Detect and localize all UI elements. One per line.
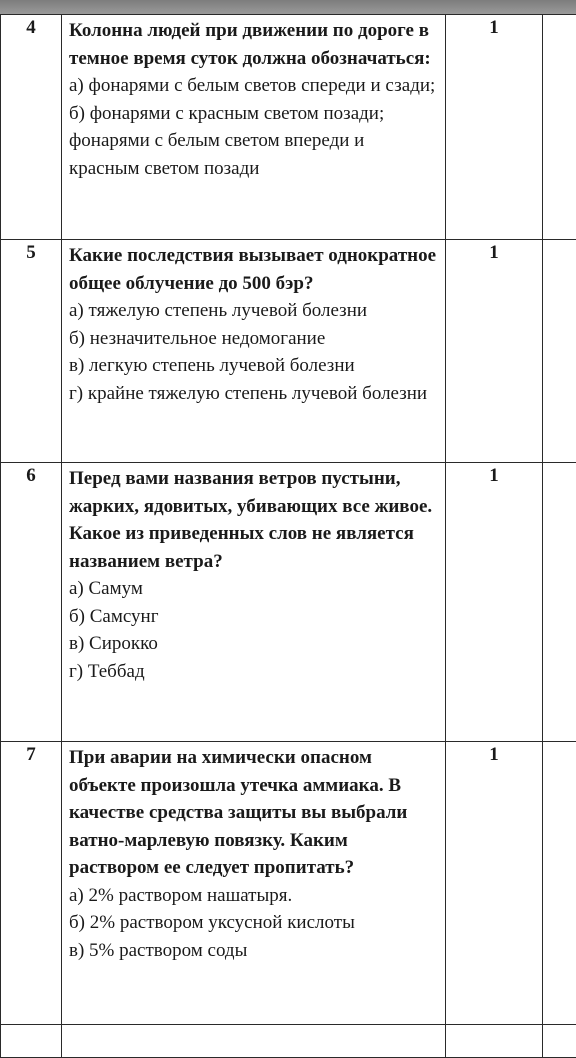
answer-option: г) Теббад	[69, 658, 439, 686]
question-text: Колонна людей при движении по дороге в темное время суток должна обозначаться:	[69, 17, 439, 72]
answer-option: в) легкую степень лучевой болезни	[69, 352, 439, 380]
empty-cell	[543, 463, 576, 742]
question-number: 4	[1, 15, 62, 240]
questions-table	[0, 14, 576, 1058]
question-score: 1	[446, 742, 543, 1025]
empty-cell	[446, 1025, 543, 1058]
question-row-4	[1, 15, 576, 240]
question-row-5	[1, 240, 576, 463]
answer-option: в) Сирокко	[69, 630, 439, 658]
question-cell	[62, 742, 446, 1025]
answer-option: а) фонарями с белым светов спереди и сзади;	[69, 72, 439, 100]
question-row-7	[1, 742, 576, 1025]
question-row-6	[1, 463, 576, 742]
question-score: 1	[446, 463, 543, 742]
answer-option: б) Самсунг	[69, 603, 439, 631]
document-sheet	[0, 14, 576, 1024]
answer-option: в) 5% раствором соды	[69, 937, 439, 965]
question-text: Какие последствия вызывает однократное общее облучение до 500 бэр?	[69, 242, 439, 297]
question-number: 5	[1, 240, 62, 463]
question-cell	[62, 15, 446, 240]
answer-option: а) 2% раствором нашатыря.	[69, 882, 439, 910]
empty-cell	[543, 240, 576, 463]
table-row-partial	[1, 1025, 576, 1058]
empty-cell	[62, 1025, 446, 1058]
top-bar	[0, 0, 576, 14]
answer-option: а) Самум	[69, 575, 439, 603]
question-text: При аварии на химически опасном объекте произошла утечка аммиака. В качестве средства защиты вы выбрали ватно-марлевую повязку. Каким раствором ее следует пропитать?	[69, 744, 439, 882]
empty-cell	[1, 1025, 62, 1058]
question-number: 7	[1, 742, 62, 1025]
question-cell	[62, 240, 446, 463]
question-cell	[62, 463, 446, 742]
question-score: 1	[446, 240, 543, 463]
answer-option: б) 2% раствором уксусной кислоты	[69, 909, 439, 937]
empty-cell	[543, 742, 576, 1025]
answer-option: а) тяжелую степень лучевой болезни	[69, 297, 439, 325]
answer-option: б) незначительное недомогание	[69, 325, 439, 353]
empty-cell	[543, 1025, 576, 1058]
answer-option: г) крайне тяжелую степень лучевой болезни	[69, 380, 439, 408]
question-text: Перед вами названия ветров пустыни, жарких, ядовитых, убивающих все живое. Какое из приведенных слов не является названием ветра?	[69, 465, 439, 575]
empty-cell	[543, 15, 576, 240]
answer-option: б) фонарями с красным светом позади; фонарями с белым светом впереди и красным светом позади	[69, 100, 439, 183]
question-score: 1	[446, 15, 543, 240]
question-number: 6	[1, 463, 62, 742]
